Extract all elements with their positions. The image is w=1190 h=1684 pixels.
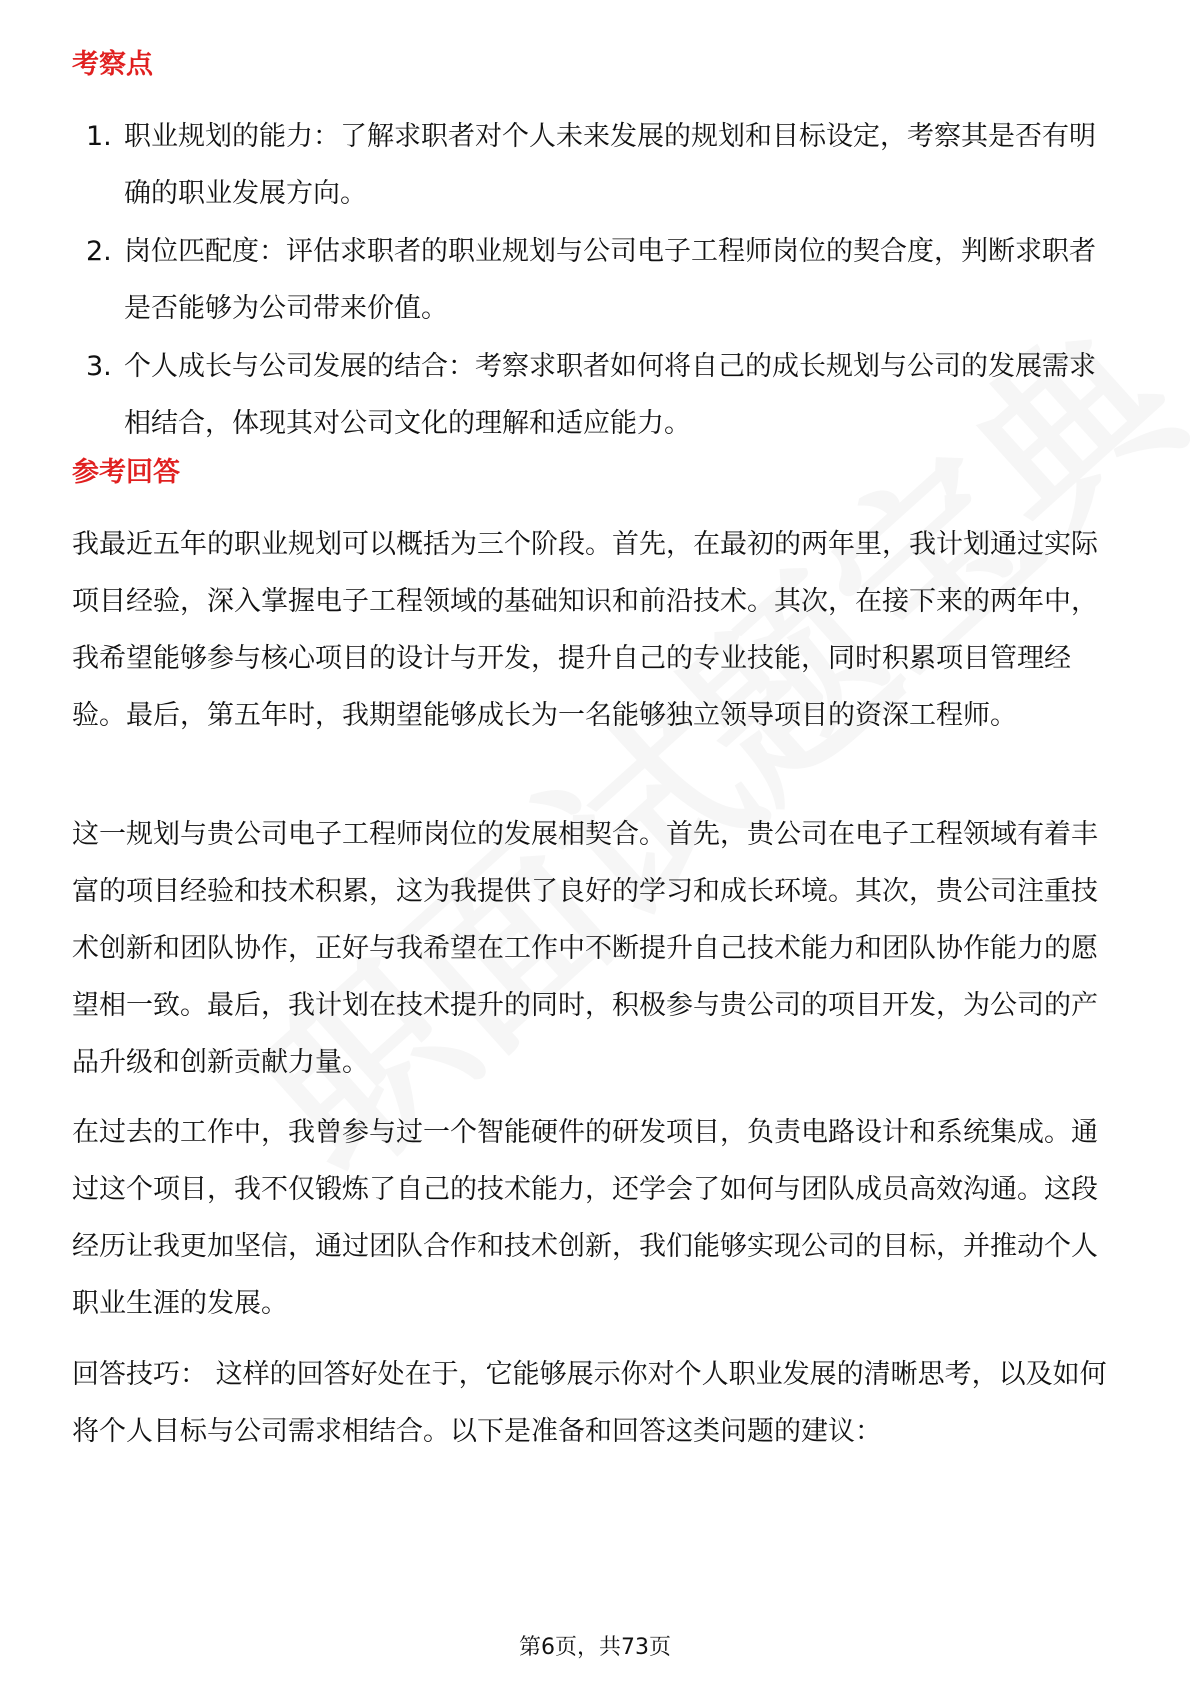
list-item-number: 3. xyxy=(86,351,112,382)
list-item-number: 1. xyxy=(86,121,112,152)
page-number: 第6页，共73页 xyxy=(519,1635,671,1660)
answer-tips-paragraph: 回答技巧： 这样的回答好处在于，它能够展示你对个人职业发展的清晰思考，以及如何将个人目标与公司需求相结合。以下是准备和回答这类问题的建议： xyxy=(72,1359,1107,1447)
list-item xyxy=(0,338,1190,452)
assessment-points-list xyxy=(0,108,1190,453)
list-item-text: 职业规划的能力：了解求职者对个人未来发展的规划和目标设定，考察其是否有明确的职业发展方向。 xyxy=(124,121,1096,209)
list-item-number: 2. xyxy=(86,236,112,267)
list-item-text: 岗位匹配度：评估求职者的职业规划与公司电子工程师岗位的契合度，判断求职者是否能够为公司带来价值。 xyxy=(124,236,1096,324)
list-item xyxy=(0,223,1190,337)
list-item xyxy=(0,108,1190,222)
answer-paragraph: 我最近五年的职业规划可以概括为三个阶段。首先，在最初的两年里，我计划通过实际项目经验，深入掌握电子工程领域的基础知识和前沿技术。其次，在接下来的两年中，我希望能够参与核心项目的设计与开发，提升自己的专业技能，同时积累项目管理经验。最后，第五年时，我期望能够成长为一名能够独立领导项目的资深工程师。 xyxy=(72,529,1098,731)
answer-paragraph: 在过去的工作中，我曾参与过一个智能硬件的研发项目，负责电路设计和系统集成。通过这个项目，我不仅锻炼了自己的技术能力，还学会了如何与团队成员高效沟通。这段经历让我更加坚信，通过团队合作和技术创新，我们能够实现公司的目标，并推动个人职业生涯的发展。 xyxy=(72,1117,1098,1319)
section-heading-assessment-points: 考察点 xyxy=(72,49,153,80)
list-item-text: 个人成长与公司发展的结合：考察求职者如何将自己的成长规划与公司的发展需求相结合，体现其对公司文化的理解和适应能力。 xyxy=(124,351,1096,439)
section-heading-reference-answer: 参考回答 xyxy=(72,457,180,488)
answer-paragraph: 这一规划与贵公司电子工程师岗位的发展相契合。首先，贵公司在电子工程领域有着丰富的项目经验和技术积累，这为我提供了良好的学习和成长环境。其次，贵公司注重技术创新和团队协作，正好与我希望在工作中不断提升自己技术能力和团队协作能力的愿望相一致。最后，我计划在技术提升的同时，积极参与贵公司的项目开发，为公司的产品升级和创新贡献力量。 xyxy=(72,819,1098,1078)
